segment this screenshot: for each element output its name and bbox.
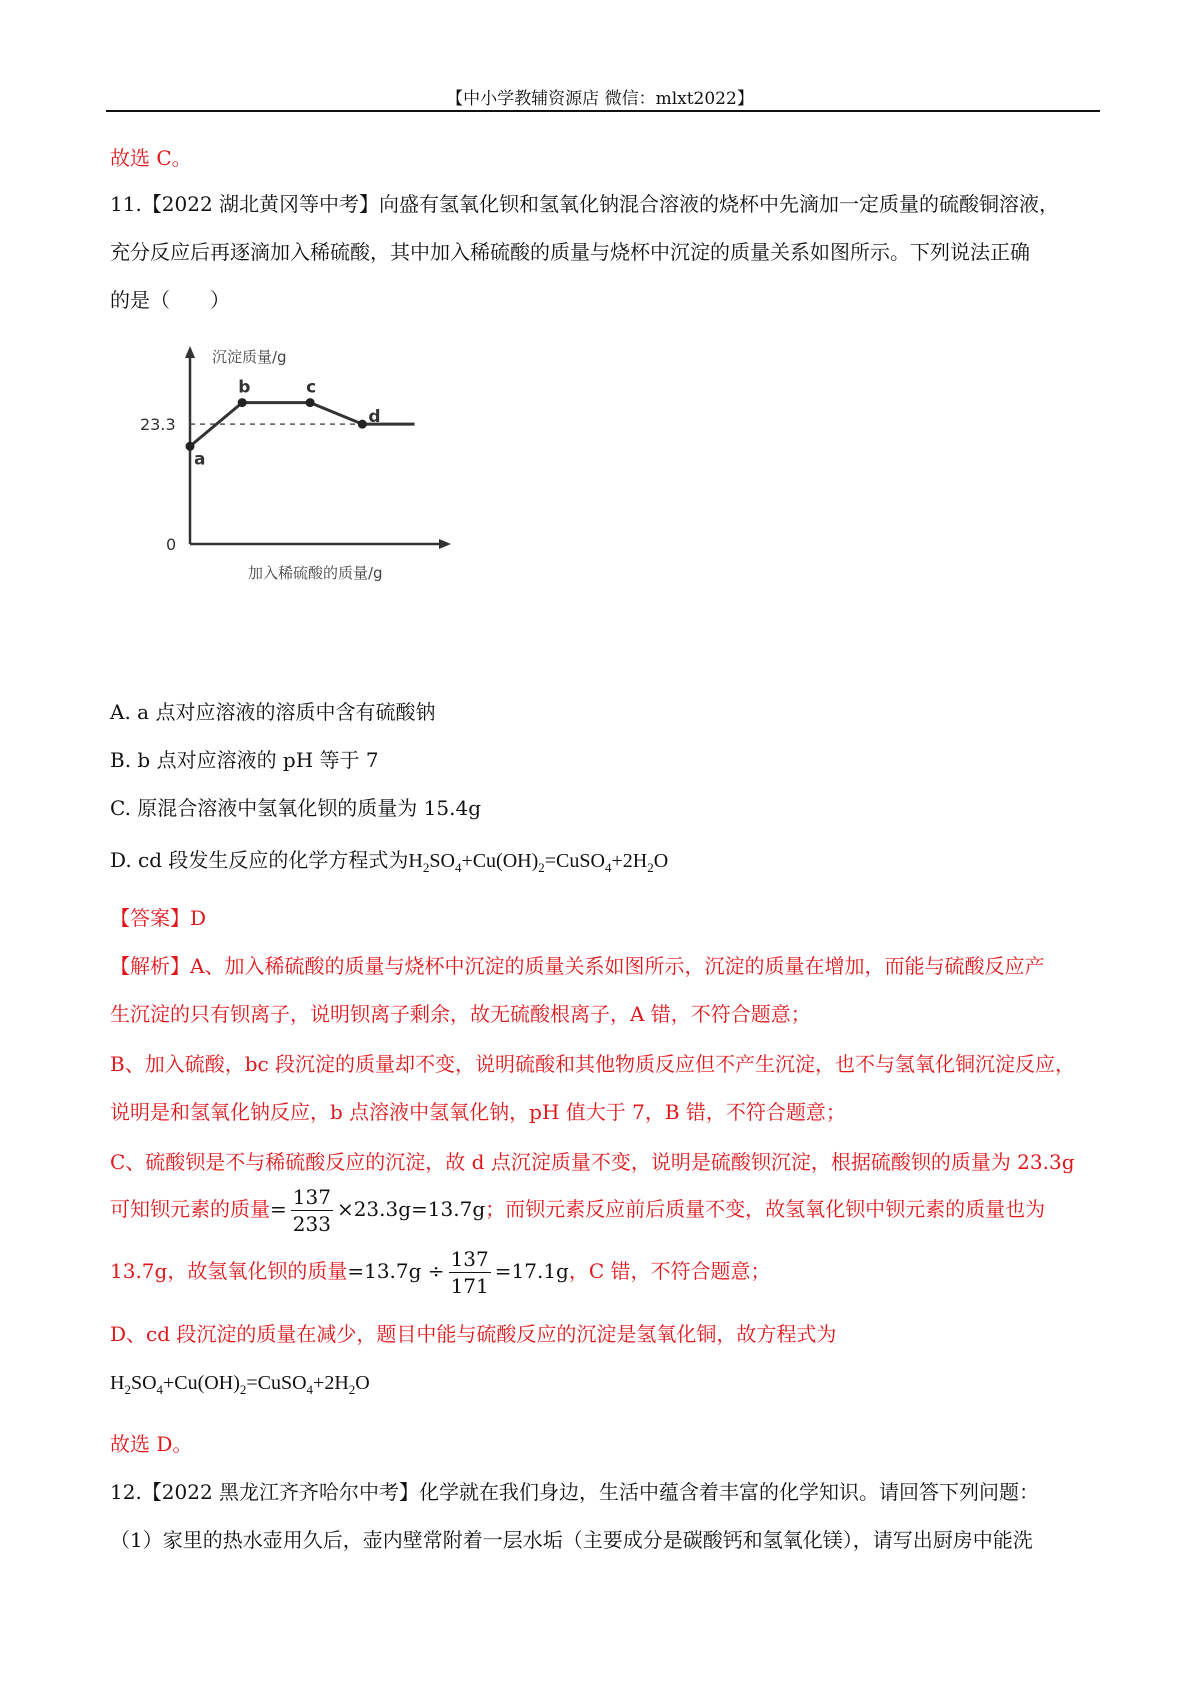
option-a: A. a 点对应溶液的溶质中含有硫酸钠 [110, 700, 436, 724]
point-label-b: b [238, 377, 251, 398]
p3c-frac-num: 137 [450, 1247, 489, 1271]
p3b-prefix: 可知钡元素的质量 [110, 1197, 270, 1221]
q11-line3: 的是（ ） [110, 288, 230, 312]
page-header: 【中小学教辅资源店 微信：mlxt2022】 [446, 89, 754, 109]
point-label-c: c [306, 377, 317, 398]
x-axis-label: 加入稀硫酸的质量/g [248, 564, 383, 582]
answer-label: 【答案】D [110, 906, 207, 930]
option-d [110, 844, 668, 876]
p3c-formula [347, 1247, 569, 1298]
p3c-rest: =17.1g [494, 1259, 569, 1283]
point-b [238, 398, 247, 407]
prev-answer: 故选 C。 [110, 146, 192, 170]
option-d-text: D. cd 段发生反应的化学方程式为 [110, 848, 409, 872]
q11-line2: 充分反应后再逐滴加入稀硫酸，其中加入稀硫酸的质量与烧杯中沉淀的质量关系如图所示。下列说法正确 [110, 240, 1030, 264]
point-d [358, 420, 367, 429]
y-tick-label: 23.3 [140, 415, 176, 435]
p3b-frac-num: 137 [292, 1185, 331, 1209]
header-rule [106, 110, 1100, 112]
origin-label: 0 [166, 535, 177, 554]
option-c: C. 原混合溶液中氢氧化钡的质量为 15.4g [110, 796, 481, 820]
precipitate-graph [110, 348, 450, 598]
analysis-p2a: B、加入硫酸，bc 段沉淀的质量却不变，说明硫酸和其他物质反应但不产生沉淀，也不与氢氧化铜沉淀反应， [110, 1052, 1076, 1076]
analysis-equation: $H_2SO_4+Cu(OH)_2=CuSO_4+2H_2O$ [110, 1372, 370, 1397]
point-c [306, 398, 315, 407]
x-axis-arrow [439, 539, 451, 549]
p3b-frac-den: 233 [292, 1212, 331, 1236]
p3c-prefix: 13.7g，故氢氧化钡的质量 [110, 1259, 348, 1283]
final-answer: 故选 D。 [110, 1432, 193, 1456]
p3b-formula: = $\frac{137}{233}$ ×23.3g=13.7g [270, 1185, 486, 1236]
p3b-rest: ×23.3g=13.7g [336, 1197, 486, 1221]
analysis-p3c [110, 1246, 771, 1299]
option-d-equation: $H_2SO_4+Cu(OH)_2=CuSO_4+2H_2O$ [408, 850, 669, 875]
point-label-a: a [194, 449, 206, 470]
q11-line1: 11.【2022 湖北黄冈等中考】向盛有氢氧化钡和氢氧化钠混合溶液的烧杯中先滴加一定质量的硫酸铜溶液， [110, 192, 1060, 216]
q12-line2: （1）家里的热水壶用久后，壶内壁常附着一层水垢（主要成分是碳酸钙和氢氧化镁），请写出厨房中能洗 [110, 1528, 1033, 1552]
point-label-d: d [368, 407, 381, 428]
analysis-p1b: 生沉淀的只有钡离子，说明钡离子剩余，故无硫酸根离子，A 错，不符合题意； [110, 1002, 811, 1026]
p3c-suffix: ，C 错，不符合题意； [568, 1259, 771, 1283]
p3c-frac-den: 171 [450, 1274, 489, 1298]
y-axis-arrow [185, 346, 195, 358]
analysis-p2b: 说明是和氢氧化钠反应，b 点溶液中氢氧化钠，pH 值大于 7，B 错，不符合题意； [110, 1100, 846, 1124]
option-b: B. b 点对应溶液的 pH 等于 7 [110, 748, 379, 772]
analysis-p1a: 【解析】A、加入稀硫酸的质量与烧杯中沉淀的质量关系如图所示，沉淀的质量在增加，而能与硫酸反应产 [110, 954, 1045, 978]
y-axis-label: 沉淀质量/g [212, 348, 287, 366]
p3c-mid: =13.7g ÷ [347, 1259, 445, 1283]
analysis-p3b [110, 1184, 1045, 1237]
p3b-suffix: ；而钡元素反应前后质量不变，故氢氧化钡中钡元素的质量也为 [485, 1197, 1046, 1221]
analysis-p3a: C、硫酸钡是不与稀硫酸反应的沉淀，故 d 点沉淀质量不变，说明是硫酸钡沉淀，根据硫酸钡的质量为 23.3g [110, 1150, 1075, 1174]
analysis-p4: D、cd 段沉淀的质量在减少，题目中能与硫酸反应的沉淀是氢氧化铜，故方程式为 [110, 1322, 837, 1346]
q12-line1: 12.【2022 黑龙江齐齐哈尔中考】化学就在我们身边，生活中蕴含着丰富的化学知识。请回答下列问题： [110, 1480, 1040, 1504]
